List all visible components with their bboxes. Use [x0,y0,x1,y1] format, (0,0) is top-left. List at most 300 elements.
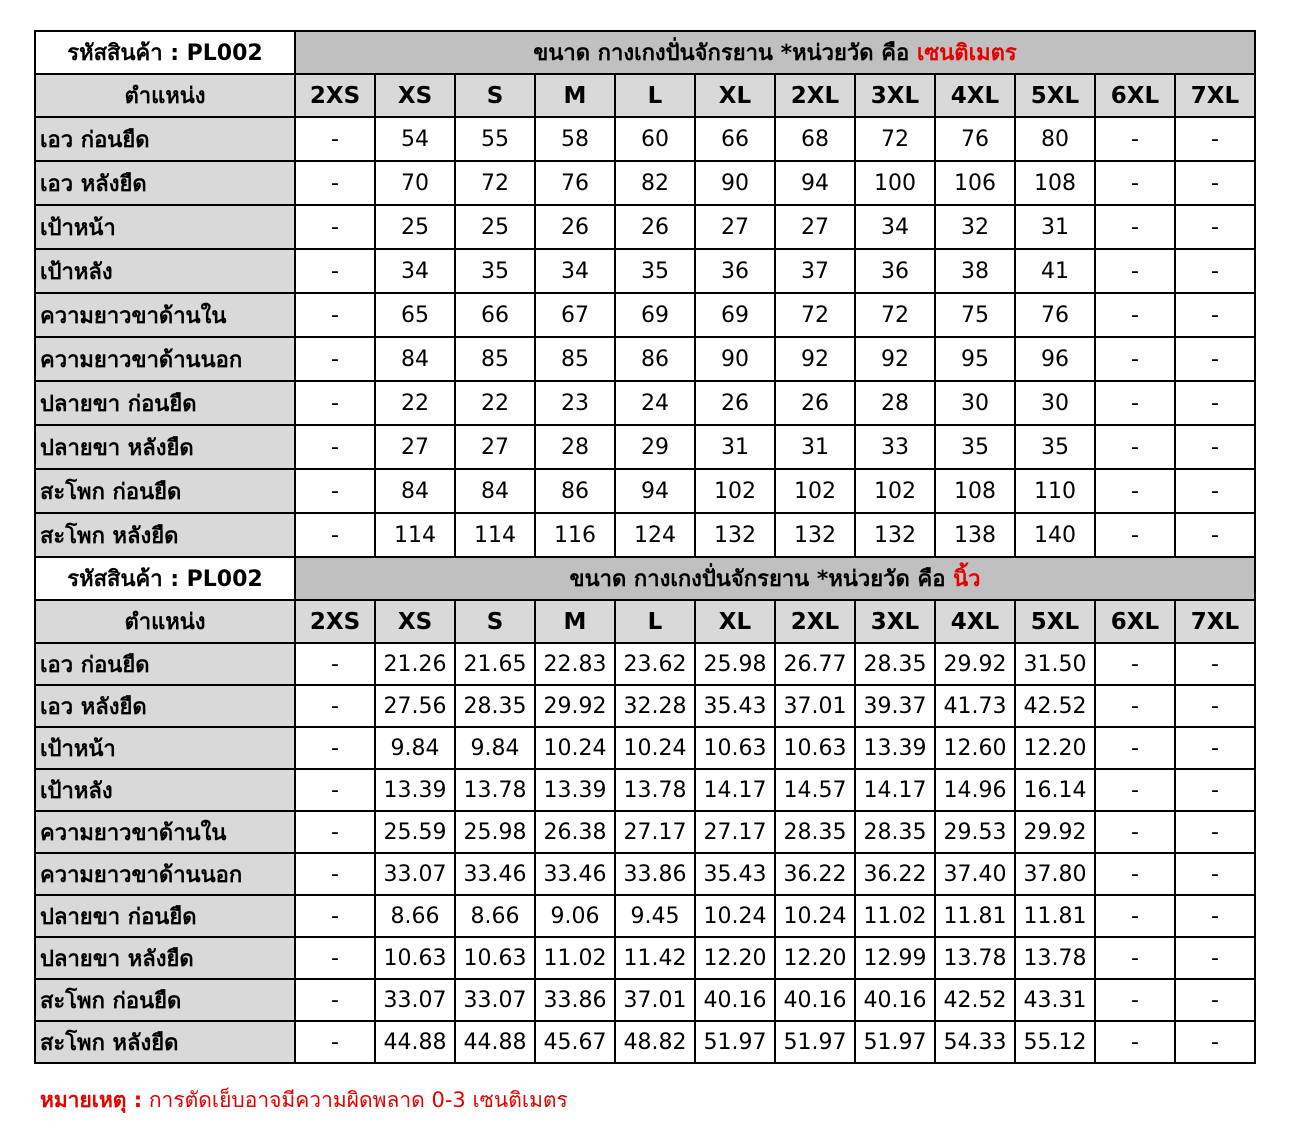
measurement-value: 28.35 [855,811,935,853]
measurement-value: - [1175,685,1255,727]
measurement-value: - [1095,293,1175,337]
table-title [295,557,1255,600]
measurement-value: 36.22 [855,853,935,895]
table-row [35,337,1255,381]
measurement-value: - [1095,513,1175,557]
measurement-value: - [1175,895,1255,937]
measurement-value: - [295,769,375,811]
footnote-label: หมายเหตุ : [40,1088,143,1112]
measurement-value: 40.16 [775,979,855,1021]
measurement-value: 114 [455,513,535,557]
size-header: 7XL [1175,74,1255,117]
measurement-value: - [295,337,375,381]
measurement-value: - [1095,937,1175,979]
measurement-value: 92 [775,337,855,381]
table-title [295,31,1255,74]
measurement-value: 10.63 [375,937,455,979]
measurement-value: - [1175,513,1255,557]
measurement-value: 33.86 [615,853,695,895]
measurement-value: 82 [615,161,695,205]
measurement-value: 8.66 [455,895,535,937]
measurement-value: 33.07 [455,979,535,1021]
measurement-value: 37.01 [775,685,855,727]
measurement-value: 27 [775,205,855,249]
measurement-label: สะโพก หลังยืด [35,1021,295,1063]
measurement-value: 95 [935,337,1015,381]
measurement-label: เป้าหน้า [35,727,295,769]
measurement-value: 37.40 [935,853,1015,895]
measurement-value: 13.78 [455,769,535,811]
measurement-label: สะโพก ก่อนยืด [35,469,295,513]
measurement-label: ปลายขา ก่อนยืด [35,381,295,425]
measurement-value: 36 [695,249,775,293]
measurement-value: 10.63 [695,727,775,769]
measurement-value: - [295,811,375,853]
measurement-value: - [1175,979,1255,1021]
measurement-value: 106 [935,161,1015,205]
measurement-value: - [1175,425,1255,469]
measurement-value: 12.20 [695,937,775,979]
measurement-value: - [295,117,375,161]
measurement-value: - [295,853,375,895]
measurement-value: 76 [1015,293,1095,337]
table-row [35,811,1255,853]
measurement-value: 34 [855,205,935,249]
measurement-value: 30 [1015,381,1095,425]
table-row [35,685,1255,727]
measurement-value: 96 [1015,337,1095,381]
table-row [35,895,1255,937]
measurement-value: - [295,469,375,513]
measurement-value: 9.06 [535,895,615,937]
measurement-value: 32 [935,205,1015,249]
measurement-value: 13.39 [855,727,935,769]
measurement-value: 66 [695,117,775,161]
measurement-value: - [1095,337,1175,381]
size-header: 3XL [855,600,935,643]
size-header: 2XL [775,600,855,643]
measurement-label: เอว หลังยืด [35,161,295,205]
cm-header-row [35,74,1255,117]
table-row [35,381,1255,425]
measurement-value: - [1095,161,1175,205]
measurement-value: 108 [1015,161,1095,205]
measurement-value: 65 [375,293,455,337]
measurement-value: 37 [775,249,855,293]
measurement-value: 11.42 [615,937,695,979]
measurement-value: - [1095,979,1175,1021]
measurement-value: 35.43 [695,685,775,727]
table-row [35,853,1255,895]
size-header: S [455,600,535,643]
measurement-value: - [1175,937,1255,979]
measurement-value: 10.63 [775,727,855,769]
measurement-value: 86 [535,469,615,513]
measurement-value: 27 [695,205,775,249]
measurement-value: 14.57 [775,769,855,811]
size-header: 4XL [935,74,1015,117]
measurement-value: 13.39 [535,769,615,811]
measurement-value: - [1175,769,1255,811]
table-row [35,513,1255,557]
measurement-value: - [1095,249,1175,293]
measurement-value: 11.81 [1015,895,1095,937]
table-row [35,979,1255,1021]
measurement-value: 26 [775,381,855,425]
measurement-value: 55 [455,117,535,161]
measurement-value: - [1095,643,1175,685]
measurement-label: สะโพก หลังยืด [35,513,295,557]
measurement-value: 41.73 [935,685,1015,727]
measurement-value: 12.99 [855,937,935,979]
size-header: 7XL [1175,600,1255,643]
measurement-value: 72 [775,293,855,337]
measurement-value: 23 [535,381,615,425]
measurement-value: 69 [615,293,695,337]
measurement-value: 26 [615,205,695,249]
measurement-value: 29.53 [935,811,1015,853]
measurement-value: - [295,205,375,249]
measurement-label: ความยาวขาด้านใน [35,811,295,853]
measurement-value: 28 [855,381,935,425]
measurement-value: 51.97 [695,1021,775,1063]
measurement-value: 45.67 [535,1021,615,1063]
measurement-value: 22.83 [535,643,615,685]
size-header: M [535,74,615,117]
measurement-value: 25.98 [455,811,535,853]
measurement-value: 67 [535,293,615,337]
measurement-value: 35 [455,249,535,293]
measurement-value: - [1175,117,1255,161]
measurement-value: 76 [935,117,1015,161]
measurement-value: - [1095,469,1175,513]
measurement-value: 28.35 [855,643,935,685]
measurement-value: 30 [935,381,1015,425]
table-row [35,425,1255,469]
table-title-unit: เซนติเมตร [916,41,1017,66]
measurement-value: - [1095,205,1175,249]
measurement-value: 13.39 [375,769,455,811]
measurement-value: - [1175,811,1255,853]
measurement-value: - [1175,249,1255,293]
measurement-value: 9.84 [375,727,455,769]
measurement-value: - [295,727,375,769]
measurement-label: ปลายขา หลังยืด [35,937,295,979]
measurement-label: ความยาวขาด้านนอก [35,337,295,381]
measurement-value: 33.07 [375,979,455,1021]
measurement-value: 39.37 [855,685,935,727]
measurement-value: 9.84 [455,727,535,769]
measurement-value: 38 [935,249,1015,293]
measurement-value: 44.88 [375,1021,455,1063]
measurement-value: 28.35 [455,685,535,727]
measurement-value: 25.98 [695,643,775,685]
measurement-value: 116 [535,513,615,557]
measurement-value: 43.31 [1015,979,1095,1021]
inch-title-row [35,557,1255,600]
measurement-value: - [295,161,375,205]
measurement-value: 51.97 [855,1021,935,1063]
table-title-unit: นิ้ว [953,567,981,592]
measurement-value: 26.38 [535,811,615,853]
measurement-label: เป้าหน้า [35,205,295,249]
measurement-value: 25.59 [375,811,455,853]
measurement-value: - [1095,853,1175,895]
measurement-value: 14.17 [695,769,775,811]
measurement-label: เป้าหลัง [35,769,295,811]
size-header: L [615,74,695,117]
measurement-value: 27.17 [615,811,695,853]
measurement-value: 42.52 [935,979,1015,1021]
measurement-value: 11.02 [855,895,935,937]
measurement-value: - [1095,117,1175,161]
measurement-value: 26.77 [775,643,855,685]
measurement-label: เอว ก่อนยืด [35,643,295,685]
measurement-value: 31.50 [1015,643,1095,685]
measurement-value: - [1175,1021,1255,1063]
measurement-value: 42.52 [1015,685,1095,727]
measurement-value: 27 [375,425,455,469]
measurement-value: 40.16 [695,979,775,1021]
measurement-label: เอว หลังยืด [35,685,295,727]
table-row [35,293,1255,337]
measurement-value: 31 [1015,205,1095,249]
measurement-value: 29.92 [1015,811,1095,853]
measurement-value: 100 [855,161,935,205]
measurement-value: 90 [695,161,775,205]
measurement-value: 68 [775,117,855,161]
table-row [35,727,1255,769]
measurement-value: 108 [935,469,1015,513]
measurement-value: - [295,979,375,1021]
measurement-value: 37.80 [1015,853,1095,895]
measurement-value: 34 [375,249,455,293]
table-row [35,769,1255,811]
measurement-value: 31 [695,425,775,469]
measurement-value: 72 [855,117,935,161]
measurement-value: 55.12 [1015,1021,1095,1063]
measurement-label: สะโพก ก่อนยืด [35,979,295,1021]
measurement-value: 114 [375,513,455,557]
measurement-value: 21.26 [375,643,455,685]
table-row [35,469,1255,513]
measurement-value: 84 [375,337,455,381]
measurement-value: 28.35 [775,811,855,853]
measurement-value: - [1095,727,1175,769]
size-header: 5XL [1015,600,1095,643]
measurement-value: 31 [775,425,855,469]
measurement-value: 85 [535,337,615,381]
measurement-value: 8.66 [375,895,455,937]
measurement-value: 36 [855,249,935,293]
measurement-value: 41 [1015,249,1095,293]
measurement-value: 29.92 [535,685,615,727]
measurement-value: 80 [1015,117,1095,161]
product-code: รหัสสินค้า : PL002 [35,31,295,74]
measurement-value: - [1095,1021,1175,1063]
measurement-value: 44.88 [455,1021,535,1063]
measurement-value: - [1095,425,1175,469]
measurement-value: 35 [935,425,1015,469]
measurement-value: - [295,513,375,557]
measurement-value: 28 [535,425,615,469]
measurement-value: 13.78 [935,937,1015,979]
measurement-value: 10.24 [775,895,855,937]
measurement-value: 10.24 [695,895,775,937]
measurement-value: 21.65 [455,643,535,685]
measurement-label: ความยาวขาด้านใน [35,293,295,337]
measurement-value: 25 [455,205,535,249]
measurement-value: 36.22 [775,853,855,895]
measurement-value: 110 [1015,469,1095,513]
measurement-value: - [1175,205,1255,249]
size-header: XL [695,74,775,117]
measurement-value: 10.24 [535,727,615,769]
measurement-value: 58 [535,117,615,161]
measurement-value: 14.96 [935,769,1015,811]
measurement-value: 23.62 [615,643,695,685]
measurement-label: ปลายขา หลังยืด [35,425,295,469]
measurement-value: 24 [615,381,695,425]
measurement-value: 14.17 [855,769,935,811]
size-header: L [615,600,695,643]
size-header: S [455,74,535,117]
measurement-value: 27.17 [695,811,775,853]
measurement-value: 76 [535,161,615,205]
size-header: XL [695,600,775,643]
measurement-value: 72 [855,293,935,337]
measurement-value: 60 [615,117,695,161]
measurement-value: - [1095,895,1175,937]
size-header: 2XS [295,600,375,643]
measurement-value: - [1095,381,1175,425]
measurement-value: 54.33 [935,1021,1015,1063]
measurement-value: 29.92 [935,643,1015,685]
measurement-value: - [1175,643,1255,685]
measurement-value: - [1175,337,1255,381]
measurement-value: - [295,293,375,337]
measurement-value: 33.07 [375,853,455,895]
size-header: 6XL [1095,600,1175,643]
size-chart-table [34,30,1256,1064]
measurement-value: 11.81 [935,895,1015,937]
measurement-value: - [1095,811,1175,853]
table-row [35,205,1255,249]
table-row [35,161,1255,205]
size-header: 2XL [775,74,855,117]
measurement-value: - [295,425,375,469]
measurement-value: - [295,937,375,979]
measurement-value: 33 [855,425,935,469]
measurement-value: 124 [615,513,695,557]
size-header: 6XL [1095,74,1175,117]
measurement-value: 85 [455,337,535,381]
table-title-text: ขนาด กางเกงปั่นจักรยาน *หน่วยวัด คือ [569,567,954,592]
measurement-value: 102 [855,469,935,513]
measurement-value: 35 [1015,425,1095,469]
measurement-value: 72 [455,161,535,205]
measurement-value: 140 [1015,513,1095,557]
size-header: M [535,600,615,643]
size-header: 2XS [295,74,375,117]
measurement-value: - [295,643,375,685]
measurement-value: 138 [935,513,1015,557]
measurement-value: - [1175,727,1255,769]
measurement-value: 86 [615,337,695,381]
measurement-value: - [1175,381,1255,425]
measurement-value: 16.14 [1015,769,1095,811]
measurement-value: - [1175,469,1255,513]
measurement-value: 22 [455,381,535,425]
position-header: ตำแหน่ง [35,600,295,643]
measurement-value: - [1175,853,1255,895]
measurement-value: 13.78 [615,769,695,811]
measurement-value: 10.24 [615,727,695,769]
table-row [35,249,1255,293]
measurement-value: - [295,249,375,293]
size-chart-sheet [34,30,1254,1064]
measurement-value: - [1095,685,1175,727]
measurement-value: 51.97 [775,1021,855,1063]
measurement-value: 13.78 [1015,937,1095,979]
measurement-value: 11.02 [535,937,615,979]
measurement-value: - [295,1021,375,1063]
position-header: ตำแหน่ง [35,74,295,117]
measurement-value: 27.56 [375,685,455,727]
measurement-label: เป้าหลัง [35,249,295,293]
measurement-value: 132 [855,513,935,557]
measurement-value: 92 [855,337,935,381]
table-row [35,643,1255,685]
measurement-value: 9.45 [615,895,695,937]
measurement-value: 37.01 [615,979,695,1021]
cm-title-row [35,31,1255,74]
measurement-value: - [295,685,375,727]
measurement-value: 94 [615,469,695,513]
measurement-label: เอว ก่อนยืด [35,117,295,161]
measurement-value: 33.86 [535,979,615,1021]
measurement-value: 26 [535,205,615,249]
measurement-value: 10.63 [455,937,535,979]
measurement-value: 70 [375,161,455,205]
measurement-value: 25 [375,205,455,249]
measurement-label: ความยาวขาด้านนอก [35,853,295,895]
measurement-value: - [1095,769,1175,811]
size-header: XS [375,600,455,643]
measurement-value: 90 [695,337,775,381]
measurement-value: 102 [775,469,855,513]
size-header: 3XL [855,74,935,117]
measurement-value: - [1175,161,1255,205]
product-code: รหัสสินค้า : PL002 [35,557,295,600]
measurement-value: 102 [695,469,775,513]
measurement-value: 40.16 [855,979,935,1021]
measurement-value: 66 [455,293,535,337]
measurement-value: 84 [375,469,455,513]
measurement-value: 26 [695,381,775,425]
measurement-value: 132 [775,513,855,557]
footnote [40,1084,568,1117]
measurement-value: 48.82 [615,1021,695,1063]
measurement-value: 33.46 [535,853,615,895]
measurement-value: 69 [695,293,775,337]
measurement-value: 12.60 [935,727,1015,769]
measurement-value: 75 [935,293,1015,337]
measurement-value: - [295,895,375,937]
measurement-value: 35 [615,249,695,293]
measurement-value: 12.20 [1015,727,1095,769]
measurement-value: 22 [375,381,455,425]
